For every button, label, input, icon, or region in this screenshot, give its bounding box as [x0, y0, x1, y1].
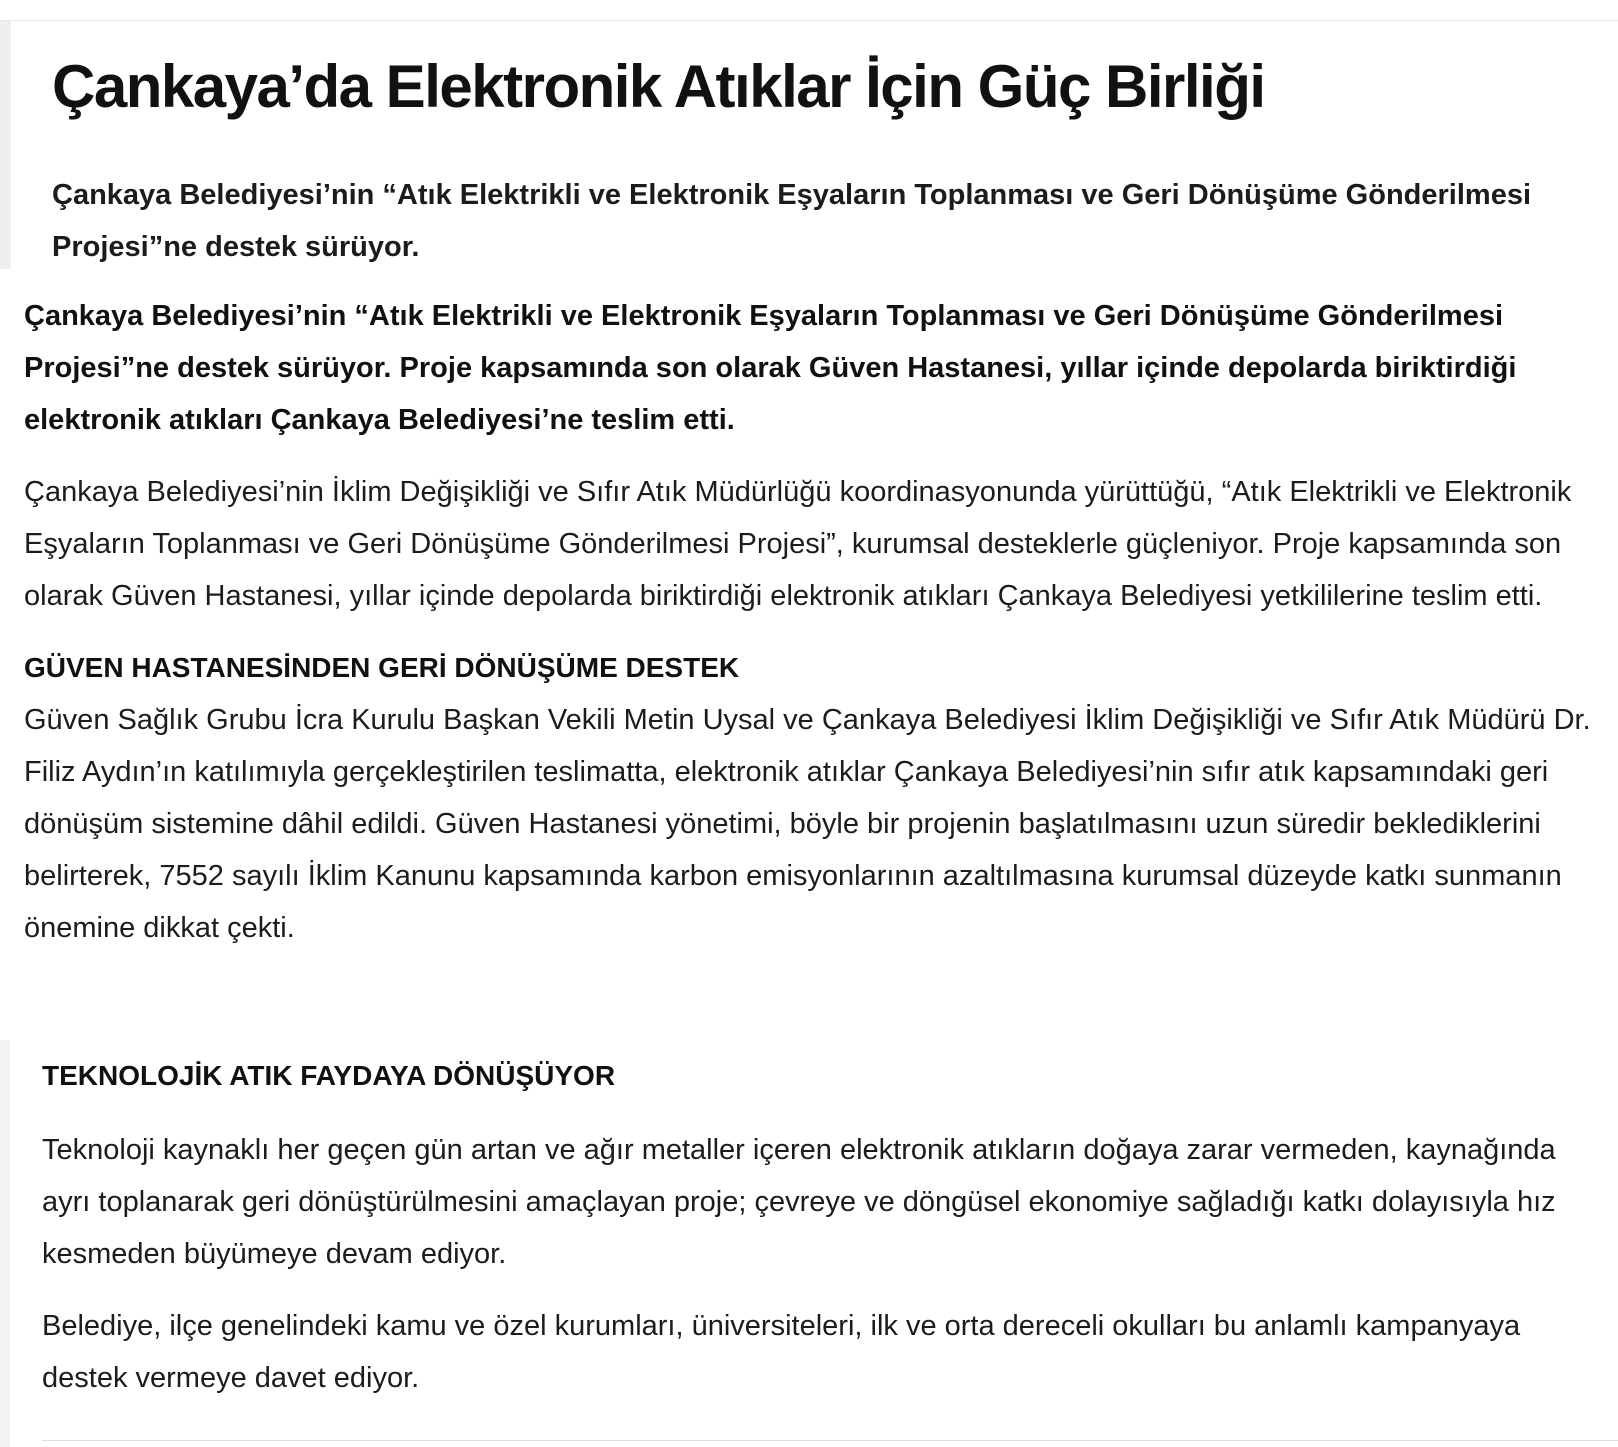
section-body-guven: Güven Sağlık Grubu İcra Kurulu Başkan Vekili Metin Uysal ve Çankaya Belediyesi İklim Değişikliği ve Sıfır Atık Müdürü Dr. Filiz Aydın’ın katılımıyla gerçekleştirilen teslimatta, elektronik atıklar Çankaya Belediyesi’nin sıfır atık kapsamındaki geri dönüşüm sistemine dâhil edildi. Güven Hastanesi yönetimi, böyle bir projenin başlatılmasını uzun süredir beklediklerini belirterek, 7552 sayılı İklim Kanunu kapsamında karbon emisyonlarının azaltılmasına kurumsal düzeyde katkı sunmanın önemine dikkat çekti. — [24, 704, 1591, 944]
spacer — [42, 1280, 1592, 1300]
section-technology — [0, 1040, 1618, 1447]
section-heading-technology: TEKNOLOJİK ATIK FAYDAYA DÖNÜŞÜYOR — [42, 1060, 616, 1091]
article-lead: Çankaya Belediyesi’nin “Atık Elektrikli ve Elektronik Eşyaların Toplanması ve Geri Dönüşüme Gönderilmesi Projesi”ne destek sürüyor. Proje kapsamında son olarak Güven Hastanesi, yıllar içinde depolarda biriktirdiği elektronik atıkları Çankaya Belediyesi’ne teslim etti. — [24, 300, 1517, 436]
section-heading-guven: GÜVEN HASTANESİNDEN GERİ DÖNÜŞÜME DESTEK — [24, 652, 740, 683]
header-accent-bar — [0, 21, 11, 269]
article-body — [24, 290, 1594, 954]
article-header — [0, 21, 1618, 269]
section-accent-bar — [0, 1040, 10, 1447]
section-body-technology-2: Belediye, ilçe genelindeki kamu ve özel kurumları, üniversiteleri, ilk ve orta dereceli okulları bu anlamlı kampanyaya destek vermeye davet ediyor. — [42, 1310, 1521, 1394]
article-subtitle: Çankaya Belediyesi’nin “Atık Elektrikli ve Elektronik Eşyaların Toplanması ve Geri Dönüşüme Gönderilmesi Projesi”ne destek sürüyor. — [52, 179, 1532, 263]
section-body-technology-1: Teknoloji kaynaklı her geçen gün artan ve ağır metaller içeren elektronik atıkların doğaya zarar vermeden, kaynağında ayrı toplanarak geri dönüştürülmesini amaçlayan proje; çevreye ve döngüsel ekonomiye sağladığı katkı dolayısıyla hız kesmeden büyümeye devam ediyor. — [42, 1134, 1556, 1270]
bottom-divider — [42, 1440, 1618, 1441]
section-technology-content — [42, 1050, 1592, 1404]
spacer — [24, 622, 1594, 642]
article-paragraph-1: Çankaya Belediyesi’nin İklim Değişikliği ve Sıfır Atık Müdürlüğü koordinasyonunda yürüttüğü, “Atık Elektrikli ve Elektronik Eşyaların Toplanması ve Geri Dönüşüme Gönderilmesi Projesi”, kurumsal desteklerle güçleniyor. Proje kapsamında son olarak Güven Hastanesi, yıllar içinde depolarda biriktirdiği elektronik atıkları Çankaya Belediyesi yetkililerine teslim etti. — [24, 476, 1572, 612]
page-title: Çankaya’da Elektronik Atıklar İçin Güç Birliği — [52, 53, 1265, 120]
